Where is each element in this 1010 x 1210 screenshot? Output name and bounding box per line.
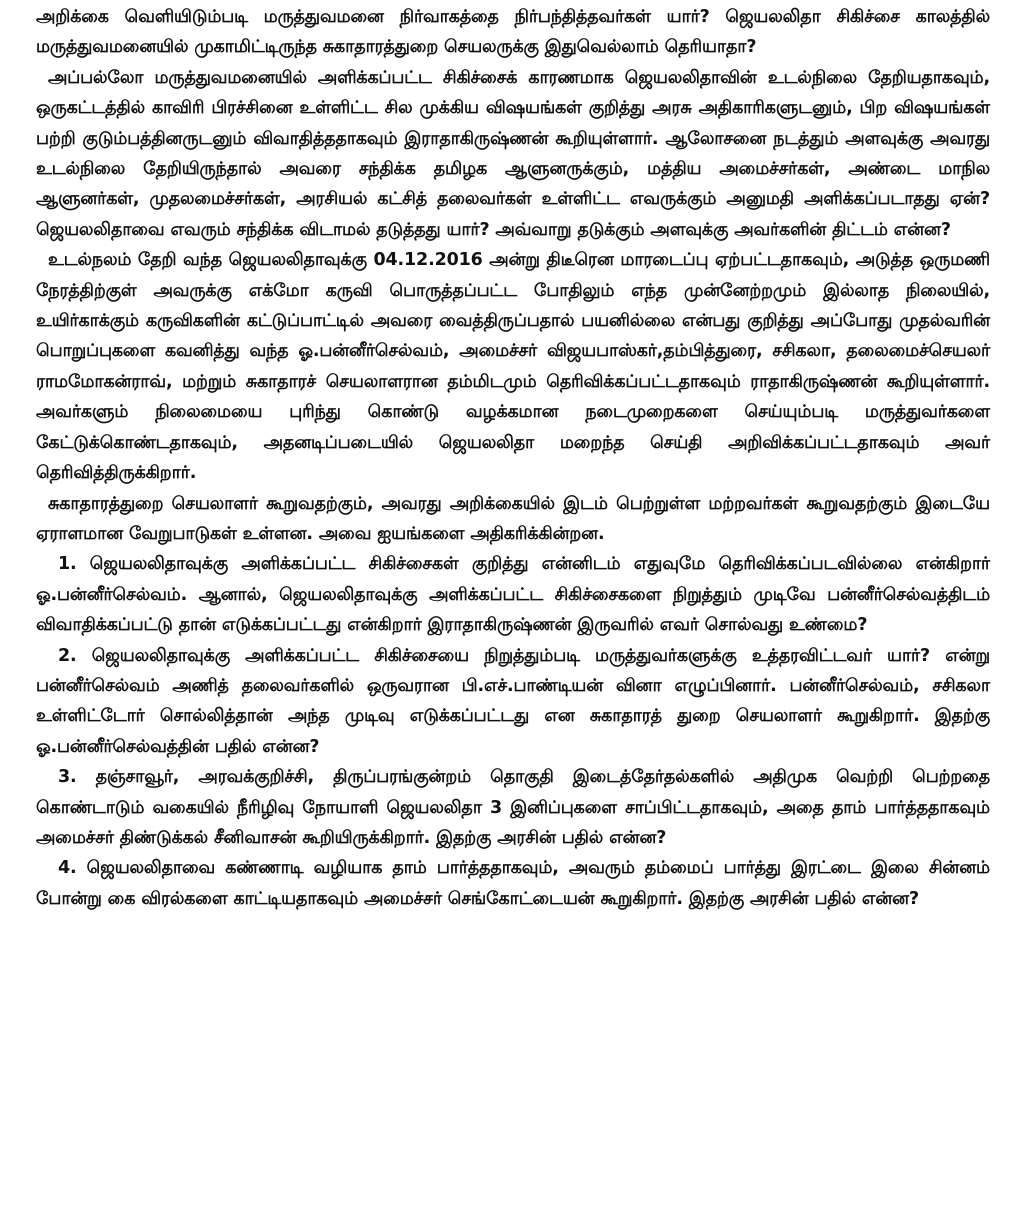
paragraph-intro-questions: அறிக்கை வெளியிடும்படி மருத்துவமனை நிர்வாகத்தை நிர்பந்தித்தவர்கள் யார்? ஜெயலலிதா சிகிச்சை காலத்தில் மருத்துவமனையில் முகாமிட்டிருந்த சுகாதாரத்துறை செயலருக்கு இதுவெல்லாம் தெரியாதா?: [36, 7, 990, 58]
list-item-4: 4. ஜெயலலிதாவை கண்ணாடி வழியாக தாம் பார்த்ததாகவும், அவரும் தம்மைப் பார்த்து இரட்டை இலை சின்னம் போன்று கை விரல்களை காட்டியதாகவும் அமைச்சர் செங்கோட்டையன் கூறுகிறார். இதற்கு அரசின் பதில் என்ன?: [36, 858, 990, 909]
list-item-3: 3. தஞ்சாவூர், அரவக்குறிச்சி, திருப்பரங்குன்றம் தொகுதி இடைத்தேர்தல்களில் அதிமுக வெற்றி பெற்றதை கொண்டாடும் வகையில் நீரிழிவு நோயாளி ஜெயலலிதா 3 இனிப்புகளை சாப்பிட்டதாகவும், அதை தாம் பார்த்ததாகவும் அமைச்சர் திண்டுக்கல் சீனிவாசன் கூறியிருக்கிறார். இதற்கு அரசின் பதில் என்ன?: [36, 767, 990, 848]
paragraph-contradictions: சுகாதாரத்துறை செயலாளர் கூறுவதற்கும், அவரது அறிக்கையில் இடம் பெற்றுள்ள மற்றவர்கள் கூறுவதற்கும் இடையே ஏராளமான வேறுபாடுகள் உள்ளன. அவை ஐயங்களை அதிகரிக்கின்றன.: [36, 493, 990, 544]
paragraph-apollo-treatment: அப்பல்லோ மருத்துவமனையில் அளிக்கப்பட்ட சிகிச்சைக் காரணமாக ஜெயலலிதாவின் உடல்நிலை தேறியதாகவும், ஒருகட்டத்தில் காவிரி பிரச்சினை உள்ளிட்ட சில முக்கிய விஷயங்கள் குறித்து அரசு அதிகாரிகளுடனும், பிற விஷயங்கள் பற்றி குடும்பத்தினருடனும் விவாதித்ததாகவும் இராதாகிருஷ்ணன் கூறியுள்ளார். ஆலோசனை நடத்தும் அளவுக்கு அவரது உடல்நிலை தேறியிருந்தால் அவரை சந்திக்க தமிழக ஆளுனருக்கும், மத்திய அமைச்சர்கள், அண்டை மாநில ஆளுனர்கள், முதலமைச்சர்கள், அரசியல் கட்சித் தலைவர்கள் உள்ளிட்ட எவருக்கும் அனுமதி அளிக்கப்படாதது ஏன்? ஜெயலலிதாவை எவரும் சந்திக்க விடாமல் தடுத்தது யார்? அவ்வாறு தடுக்கும் அளவுக்கு அவர்களின் திட்டம் என்ன?: [36, 67, 990, 240]
list-item-2: 2. ஜெயலலிதாவுக்கு அளிக்கப்பட்ட சிகிச்சையை நிறுத்தும்படி மருத்துவர்களுக்கு உத்தரவிட்டவர் யார்? என்று பன்னீர்செல்வம் அணித் தலைவர்களில் ஒருவரான பி.எச்.பாண்டியன் வினா எழுப்பினார். பன்னீர்செல்வம், சசிகலா உள்ளிட்டோர் சொல்லித்தான் அந்த முடிவு எடுக்கப்பட்டது என சுகாதாரத் துறை செயலாளர் கூறுகிறார். இதற்கு ஓ.பன்னீர்செல்வத்தின் பதில் என்ன?: [36, 645, 990, 757]
list-item-1: 1. ஜெயலலிதாவுக்கு அளிக்கப்பட்ட சிகிச்சைகள் குறித்து என்னிடம் எதுவுமே தெரிவிக்கப்படவில்லை என்கிறார் ஓ.பன்னீர்செல்வம். ஆனால், ஜெயலலிதாவுக்கு அளிக்கப்பட்ட சிகிச்சைகளை நிறுத்தும் முடிவே பன்னீர்செல்வத்திடம் விவாதிக்கப்பட்டு தான் எடுக்கப்பட்டது என்கிறார் இராதாகிருஷ்ணன் இருவரில் எவர் சொல்வது உண்மை?: [36, 554, 990, 636]
paragraph-cardiac-arrest: உடல்நலம் தேறி வந்த ஜெயலலிதாவுக்கு 04.12.2016 அன்று திடீரென மாரடைப்பு ஏற்பட்டதாகவும், அடுத்த ஒருமணி நேரத்திற்குள் அவருக்கு எக்மோ கருவி பொருத்தப்பட்ட போதிலும் எந்த முன்னேற்றமும் இல்லாத நிலையில், உயிர்காக்கும் கருவிகளின் கட்டுப்பாட்டில் அவரை வைத்திருப்பதால் பயனில்லை என்பது குறித்து அப்போது முதல்வரின் பொறுப்புகளை கவனித்து வந்த ஓ.பன்னீர்செல்வம், அமைச்சர் விஜயபாஸ்கர்,தம்பித்துரை, சசிகலா, தலைமைச்செயலர் ராமமோகன்ராவ், மற்றும் சுகாதாரச் செயலாளரான தம்மிடமும் தெரிவிக்கப்பட்டதாகவும் ராதாகிருஷ்ணன் கூறியுள்ளார். அவர்களும் நிலைமையை புரிந்து கொண்டு வழக்கமான நடைமுறைகளை செய்யும்படி மருத்துவர்களை கேட்டுக்கொண்டதாகவும், அதனடிப்படையில் ஜெயலலிதா மறைந்த செய்தி அறிவிக்கப்பட்டதாகவும் அவர் தெரிவித்திருக்கிறார்.: [36, 250, 990, 484]
